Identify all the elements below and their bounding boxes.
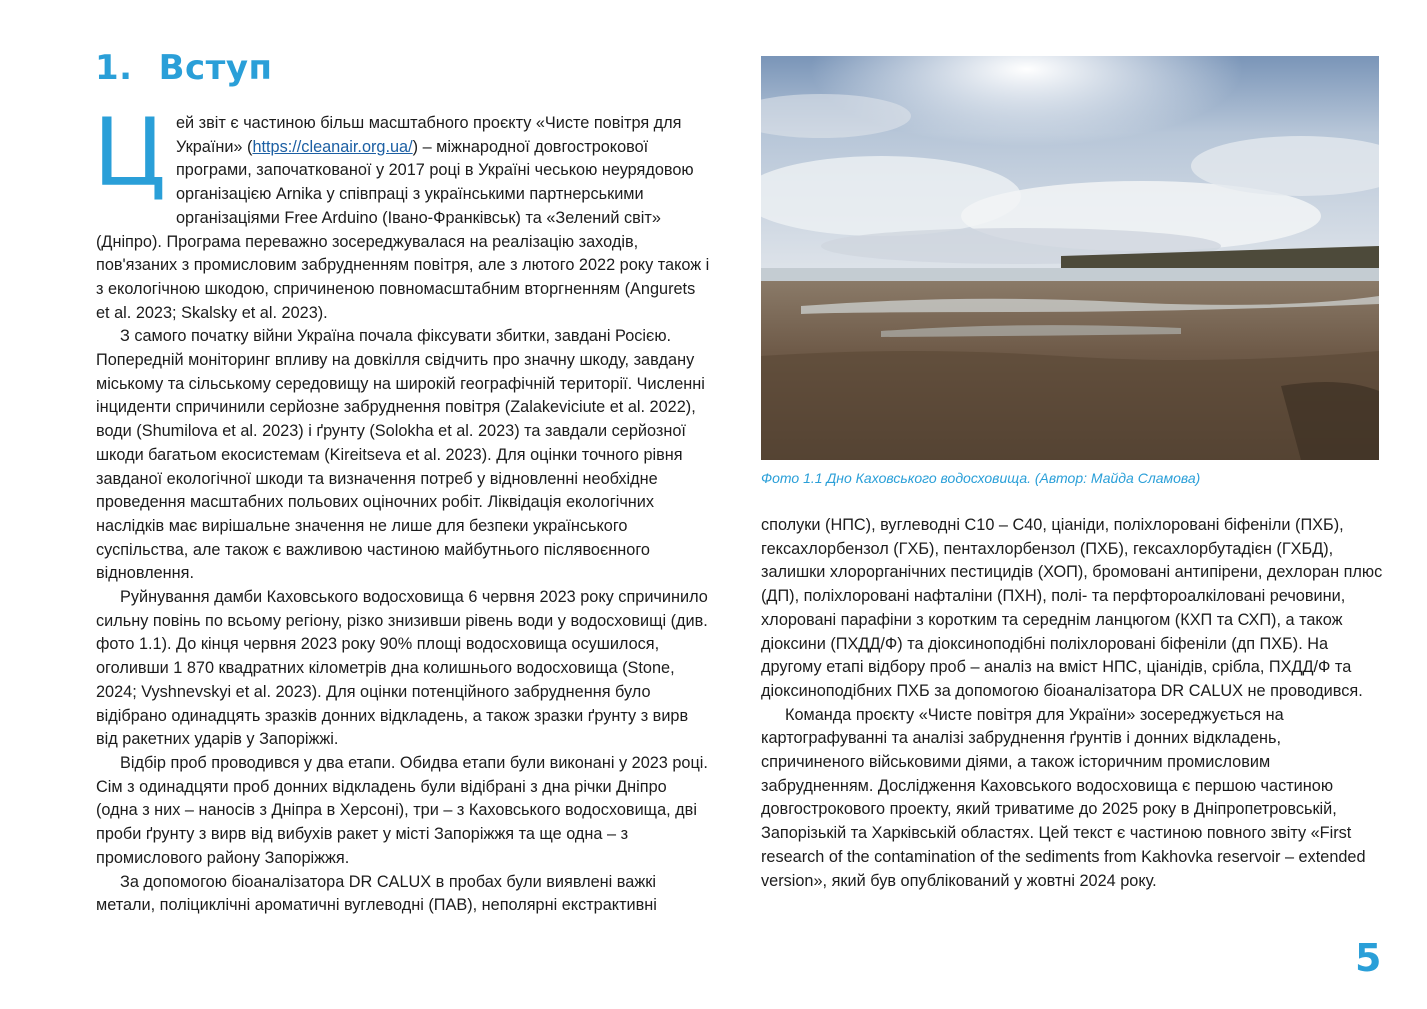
- page-number: 5: [1355, 936, 1382, 980]
- kakhovka-reservoir-photo: [761, 56, 1379, 460]
- intro-text-start: ей звіт є частиною більш масштабного проєкту «Чисте повітря для України» (: [175, 114, 682, 156]
- cleanair-link[interactable]: https://cleanair.org.ua/: [252, 137, 413, 156]
- intro-paragraph: [93, 99, 710, 325]
- intro-text-end: ) – міжнародної довгострокової програми, започаткованої у 2017 році в Україні чеською неурядовою організацією Arnika у співпраці з українськими партнерськими організаціями Free Arduino (Івано-Франківськ) та «Зелений світ» (Дніпро). Програма переважно зосереджувалася на реалізацію заходів, пов'язаних з промисловим забрудненням повітря, але з лютого 2022 року також і з екологічною шкодою, спричиненою повномасштабним вторгненням (Angurets et al. 2023; Skalsky et al. 2023).: [96, 137, 710, 322]
- right-text-column: [761, 514, 1383, 893]
- drop-cap-letter: Ц: [93, 99, 166, 208]
- left-text-column: [93, 99, 710, 918]
- section-heading: [95, 48, 273, 88]
- project-team-paragraph: Команда проєкту «Чисте повітря для України» зосереджується на картографуванні та аналізі забруднення ґрунтів і донних відкладень, спричиненого військовими діями, а також історичним промисловим забрудненням. Дослідження Каховського водосховища є першою частиною довгострокового проекту, який триватиме до 2025 року в Дніпропетровській, Запорізькій та Харківській областях. Цей текст є частиною повного звіту «First research of the contamination of the sediments from Kakhovka reservoir – extended version», який був опублікований у жовтні 2024 року.: [761, 705, 1366, 890]
- calux-paragraph: За допомогою біоаналізатора DR CALUX в пробах були виявлені важкі метали, поліциклічні ароматичні вуглеводні (ПАВ), неполярні екстрактивні: [96, 872, 657, 915]
- section-number: 1.: [95, 48, 133, 88]
- section-title: Вступ: [158, 48, 273, 88]
- pollutants-paragraph: сполуки (НПС), вуглеводні С10 – С40, ціаніди, поліхлоровані біфеніли (ПХБ), гексахлорбензол (ГХБ), пентахлорбензол (ПХБ), гексахлорбутадієн (ГХБД), залишки хлорорганічних пестицидів (ХОП), бромовані антипірени, дехлоран плюс (ДП), поліхлоровані нафталіни (ПХН), полі- та перфтороалкіловані речовини, хлоровані парафіни з коротким та середнім ланцюгом (КХП та СХП), а також діоксини (ПХДД/Ф) та діоксиноподібні поліхлоровані біфеніли (дп ПХБ). На другому етапі відбору проб – аналіз на вміст НПС, ціанідів, срібла, ПХДД/Ф та діоксиноподібних ПХБ за допомогою біоаналізатора DR CALUX не проводився.: [761, 516, 1383, 700]
- sampling-paragraph: Відбір проб проводився у два етапи. Обидва етапи були виконані у 2023 році. Сім з одинадцяти проб донних відкладень були відібрані з дна річки Дніпро (одна з них – наносів з Дніпра в Херсоні), три – з Каховського водосховища, дві проби ґрунту з вирв від вибухів ракет у місті Запоріжжя та ще одна – з промислового району Запоріжжя.: [96, 753, 708, 867]
- photo-caption: Фото 1.1 Дно Каховського водосховища. (Автор: Майда Сламова): [761, 470, 1201, 486]
- dam-destruction-paragraph: Руйнування дамби Каховського водосховища 6 червня 2023 року спричинило сильну повінь по всьому регіону, різко знизивши рівень води у водосховищі (див. фото 1.1). До кінця червня 2023 року 90% площі водосховища осушилося, оголивши 1 870 квадратних кілометрів дна колишнього водосховища (Stone, 2024; Vyshnevskyi et al. 2023). Для оцінки потенційного забруднення було відібрано одинадцять зразків донних відкладень, а також зразки ґрунту з вирв від ракетних ударів у Запоріжжі.: [96, 588, 708, 749]
- war-damage-paragraph: З самого початку війни Україна почала фіксувати збитки, завдані Росією. Попередній моніторинг впливу на довкілля свідчить про значну шкоду, завдану міському та сільському середовищу на широкій географічній території. Численні інциденти спричинили серйозне забруднення повітря (Zalakeviciute et al. 2022), води (Shumilova et al. 2023) і ґрунту (Solokha et al. 2023) та завдали серйозної шкоди багатьом екосистемам (Kireitseva et al. 2023). Для оцінки точного рівня завданої екологічної шкоди та визначення потреб у відновленні необхідне проведення масштабних польових оціночних робіт. Ліквідація екологічних наслідків має вирішальне значення не лише для безпеки українського суспільства, але також є важливою частиною майбутнього післявоєнного відновлення.: [96, 327, 705, 583]
